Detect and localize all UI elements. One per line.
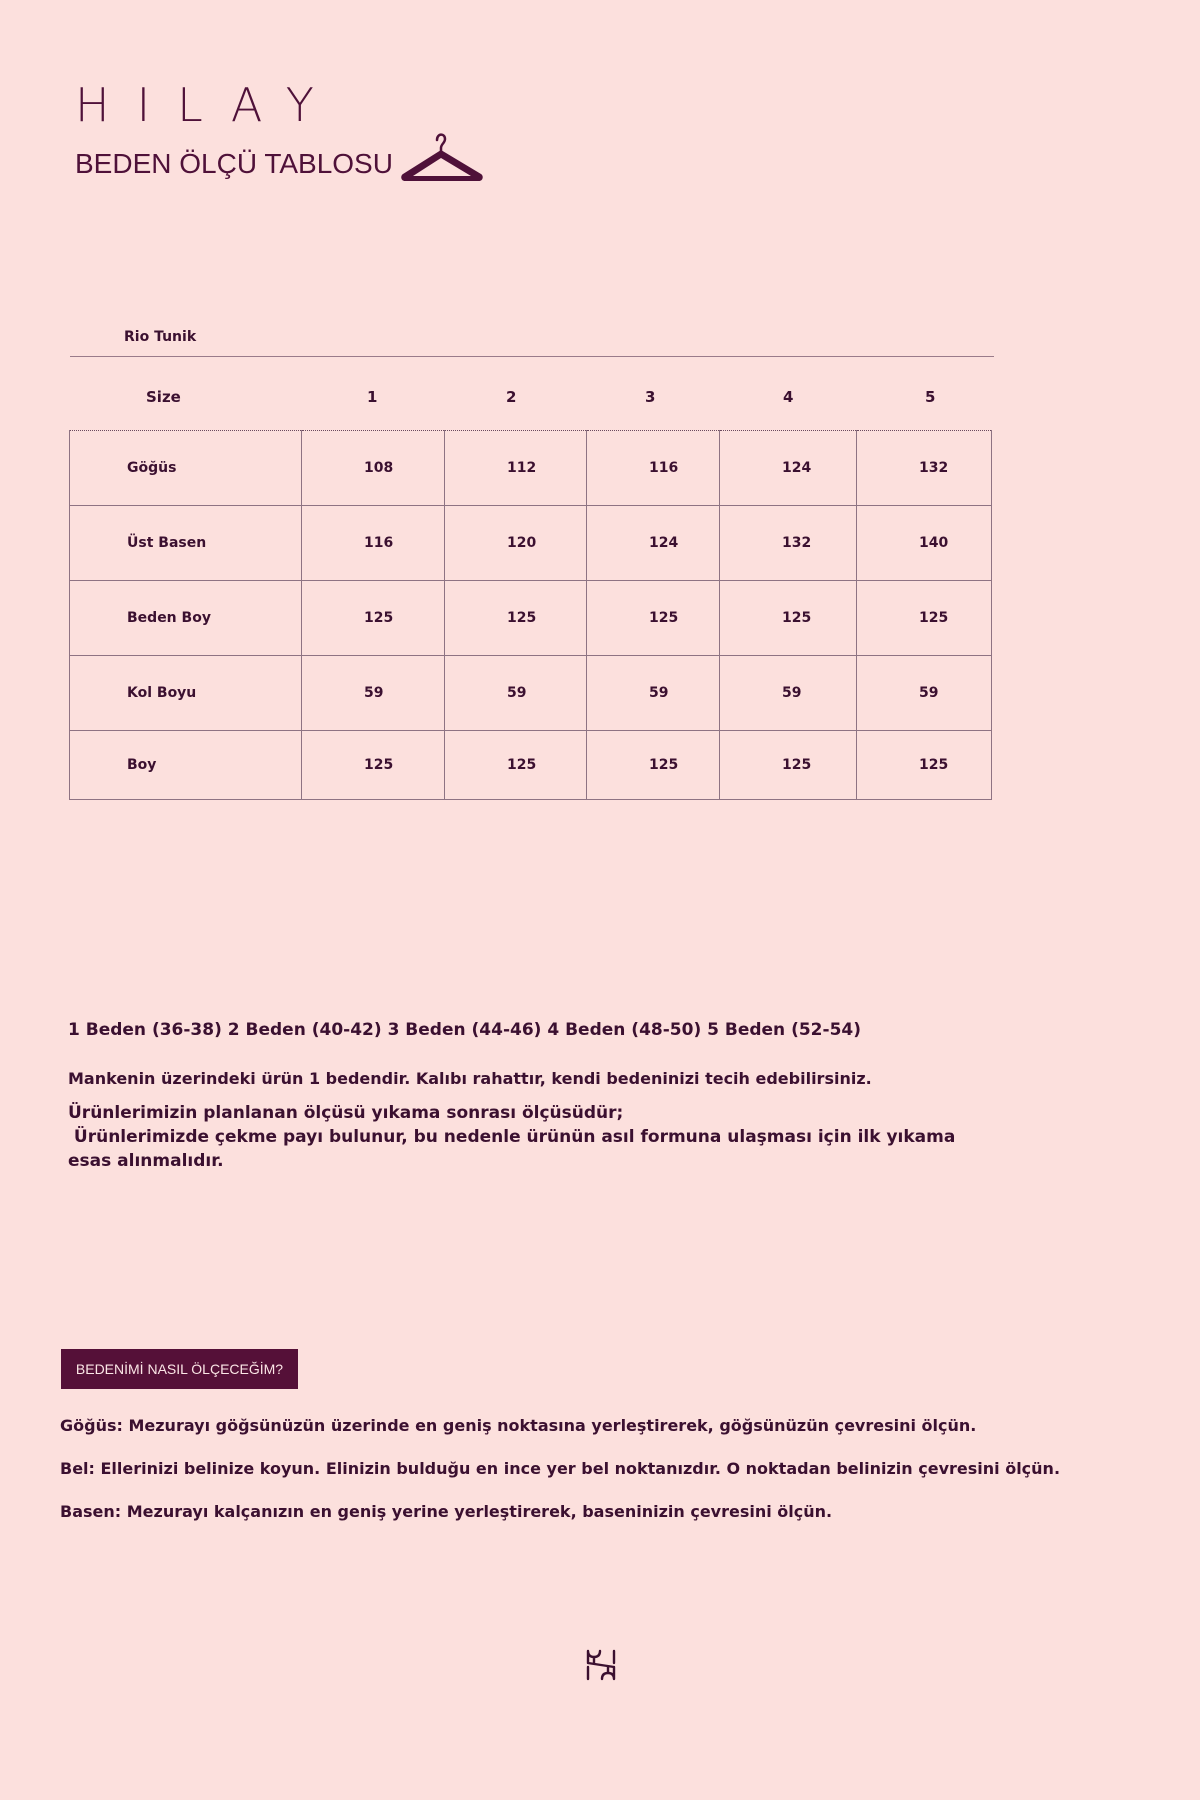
size-header-row bbox=[70, 382, 994, 412]
table-cell: 116 bbox=[302, 506, 445, 581]
size-header-1: 1 bbox=[367, 388, 378, 406]
table-cell: 132 bbox=[720, 506, 857, 581]
table-row bbox=[70, 431, 992, 506]
row-label: Beden Boy bbox=[70, 581, 302, 656]
howto-chest: Göğüs: Mezurayı göğsünüzün üzerinde en geniş noktasına yerleştirerek, göğsünüzün çevresini ölçün. bbox=[60, 1416, 977, 1435]
title-row bbox=[75, 128, 485, 184]
table-row bbox=[70, 506, 992, 581]
row-label: Göğüs bbox=[70, 431, 302, 506]
wash-note-line: esas alınmalıdır. bbox=[68, 1151, 224, 1171]
size-header-5: 5 bbox=[925, 388, 936, 406]
table-cell: 125 bbox=[720, 731, 857, 800]
table-cell: 125 bbox=[587, 731, 720, 800]
size-mapping: 1 Beden (36-38) 2 Beden (40-42) 3 Beden (44-46) 4 Beden (48-50) 5 Beden (52-54) bbox=[68, 1020, 861, 1040]
howto-hip: Basen: Mezurayı kalçanızın en geniş yerine yerleştirerek, baseninizin çevresini ölçün. bbox=[60, 1502, 833, 1521]
table-cell: 125 bbox=[302, 581, 445, 656]
table-cell: 108 bbox=[302, 431, 445, 506]
table-cell: 125 bbox=[445, 731, 587, 800]
monogram-logo-icon bbox=[585, 1648, 617, 1682]
hanger-icon bbox=[399, 128, 485, 184]
table-cell: 125 bbox=[302, 731, 445, 800]
model-note: Mankenin üzerindeki ürün 1 bedendir. Kalıbı rahattır, kendi bedeninizi tecih edebilirsiniz. bbox=[68, 1069, 872, 1088]
row-label: Kol Boyu bbox=[70, 656, 302, 731]
row-label: Üst Basen bbox=[70, 506, 302, 581]
table-cell: 125 bbox=[720, 581, 857, 656]
table-cell: 59 bbox=[720, 656, 857, 731]
size-header-3: 3 bbox=[645, 388, 656, 406]
table-cell: 59 bbox=[445, 656, 587, 731]
wash-note-line: Ürünlerimizin planlanan ölçüsü yıkama sonrası ölçüsüdür; bbox=[68, 1103, 624, 1123]
size-header-2: 2 bbox=[506, 388, 517, 406]
brand-logo: HILAY bbox=[75, 78, 341, 132]
table-cell: 125 bbox=[445, 581, 587, 656]
table-cell: 112 bbox=[445, 431, 587, 506]
table-cell: 116 bbox=[587, 431, 720, 506]
howto-waist: Bel: Ellerinizi belinize koyun. Elinizin bulduğu en ince yer bel noktanızdır. O noktadan belinizin çevresini ölçün. bbox=[60, 1459, 1061, 1478]
how-to-measure-button[interactable]: BEDENİMİ NASIL ÖLÇECEĞİM? bbox=[61, 1349, 298, 1389]
product-name: Rio Tunik bbox=[124, 329, 197, 345]
table-row bbox=[70, 731, 992, 800]
wash-note-line: Ürünlerimizde çekme payı bulunur, bu nedenle ürünün asıl formuna ulaşması için ilk yıkama bbox=[68, 1127, 956, 1147]
table-cell: 120 bbox=[445, 506, 587, 581]
table-cell: 125 bbox=[857, 731, 992, 800]
table-cell: 124 bbox=[720, 431, 857, 506]
table-cell: 125 bbox=[857, 581, 992, 656]
table-row bbox=[70, 581, 992, 656]
size-header-label: Size bbox=[146, 388, 181, 406]
table-cell: 59 bbox=[302, 656, 445, 731]
size-table bbox=[69, 430, 992, 800]
table-cell: 132 bbox=[857, 431, 992, 506]
row-label: Boy bbox=[70, 731, 302, 800]
table-cell: 125 bbox=[587, 581, 720, 656]
divider bbox=[70, 356, 994, 357]
table-row bbox=[70, 656, 992, 731]
table-cell: 124 bbox=[587, 506, 720, 581]
page-title: BEDEN ÖLÇÜ TABLOSU bbox=[75, 148, 393, 179]
table-cell: 59 bbox=[587, 656, 720, 731]
wash-note bbox=[68, 1101, 956, 1173]
size-header-4: 4 bbox=[783, 388, 794, 406]
table-cell: 59 bbox=[857, 656, 992, 731]
table-cell: 140 bbox=[857, 506, 992, 581]
